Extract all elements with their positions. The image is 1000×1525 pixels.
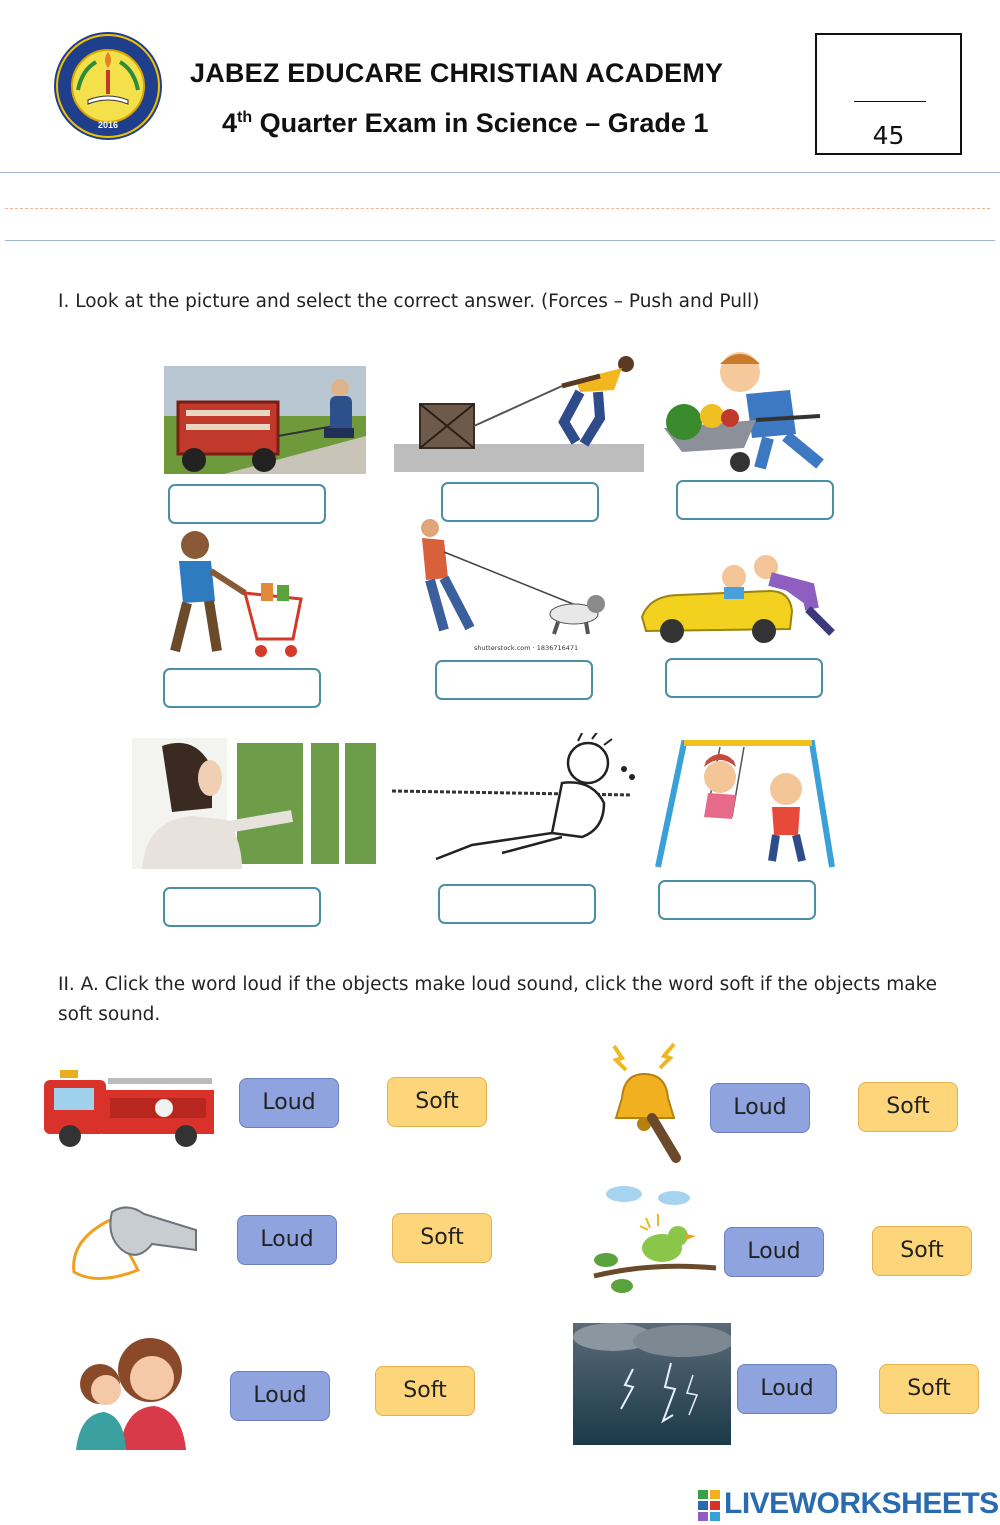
school-name: JABEZ EDUCARE CHRISTIAN ACADEMY (190, 58, 724, 88)
picture-thunderstorm (573, 1323, 731, 1445)
loud-button-thunderstorm[interactable]: Loud (737, 1364, 837, 1414)
liveworksheets-brand[interactable]: LIVEWORKSHEETS (724, 1487, 999, 1520)
exam-title-number: 4 (222, 108, 238, 138)
picture-boy-pulling-wagon (164, 366, 366, 474)
section1-instruction: I. Look at the picture and select the correct answer. (Forces – Push and Pull) (58, 291, 760, 312)
school-logo (52, 30, 164, 142)
soft-button-thunderstorm[interactable]: Soft (879, 1364, 979, 1414)
loud-button-whisper[interactable]: Loud (230, 1371, 330, 1421)
answer-box-2[interactable] (441, 482, 599, 522)
liveworksheets-logo-icon (698, 1488, 722, 1522)
score-blank-line (854, 101, 926, 102)
soft-button-bird[interactable]: Soft (872, 1226, 972, 1276)
score-total: 45 (872, 121, 905, 150)
picture-children-on-swing (648, 737, 840, 871)
soft-button-bell[interactable]: Soft (858, 1082, 958, 1132)
divider-line (0, 172, 1000, 173)
answer-box-3[interactable] (676, 480, 834, 520)
logo-year: 2016 (97, 120, 119, 130)
score-box (815, 33, 962, 155)
picture-boy-pushing-car (640, 555, 840, 647)
picture-ringing-bell (608, 1040, 688, 1164)
picture-man-pulling-rope (392, 733, 642, 868)
answer-box-1[interactable] (168, 484, 326, 524)
picture-woman-opening-window (132, 738, 381, 869)
picture-singing-bird (592, 1182, 718, 1300)
dashed-divider-line (5, 208, 990, 209)
picture-fire-truck (40, 1060, 218, 1148)
answer-box-4[interactable] (163, 668, 321, 708)
exam-title (222, 108, 708, 139)
picture-man-pulling-dog (414, 518, 620, 656)
soft-button-whisper[interactable]: Soft (375, 1366, 475, 1416)
picture-whispering-child (70, 1330, 188, 1450)
section2-instruction: II. A. Click the word loud if the objects make loud sound, click the word soft if the objects make soft sound. (58, 974, 938, 1025)
answer-box-5[interactable] (435, 660, 593, 700)
picture-whistle (68, 1200, 202, 1286)
picture-man-pushing-cart (165, 527, 307, 661)
soft-button-fire-truck[interactable]: Soft (387, 1077, 487, 1127)
loud-button-bird[interactable]: Loud (724, 1227, 824, 1277)
divider-line (5, 240, 995, 241)
loud-button-bell[interactable]: Loud (710, 1083, 810, 1133)
soft-button-whistle[interactable]: Soft (392, 1213, 492, 1263)
answer-box-7[interactable] (163, 887, 321, 927)
exam-title-ordinal: th (237, 109, 253, 126)
picture-boy-pushing-wheelbarrow (660, 350, 848, 474)
answer-box-9[interactable] (658, 880, 816, 920)
picture-man-pulling-box (394, 356, 644, 472)
picture-watermark: shutterstock.com · 1836716471 (474, 644, 579, 652)
exam-title-rest: Quarter Exam in Science – Grade 1 (252, 108, 709, 138)
answer-box-6[interactable] (665, 658, 823, 698)
loud-button-fire-truck[interactable]: Loud (239, 1078, 339, 1128)
loud-button-whistle[interactable]: Loud (237, 1215, 337, 1265)
answer-box-8[interactable] (438, 884, 596, 924)
